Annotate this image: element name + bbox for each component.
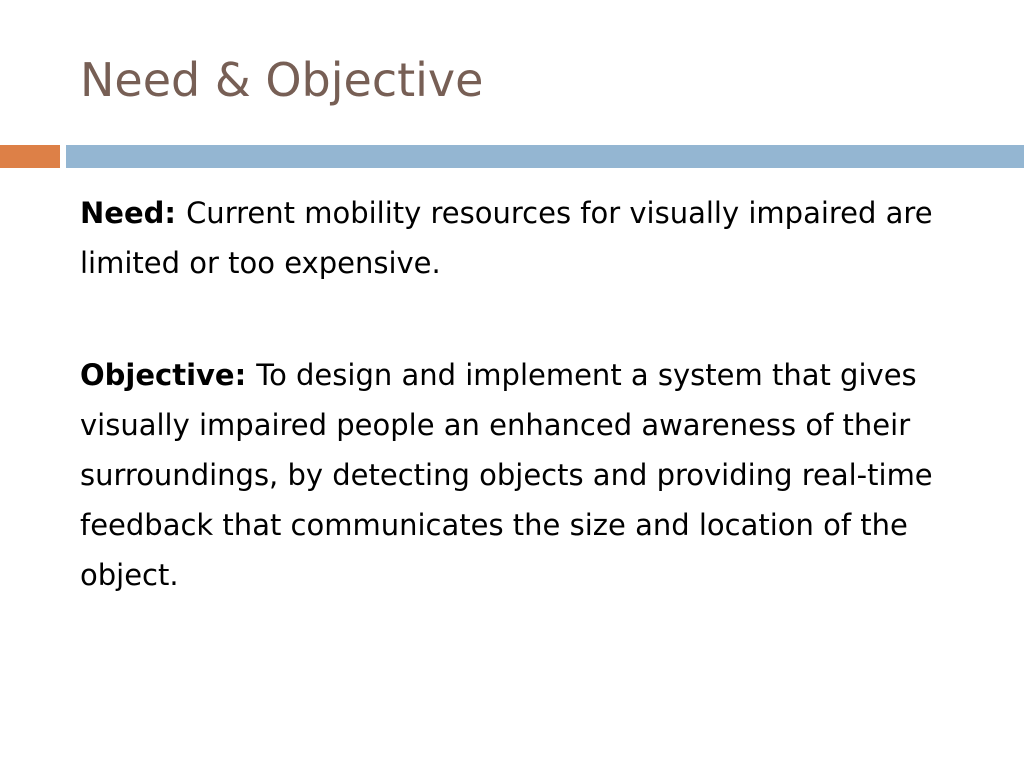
need-paragraph <box>80 188 985 288</box>
need-label: Need: <box>80 196 187 230</box>
need-text: Current mobility resources for visually impaired are limited or too expensive. <box>80 196 933 280</box>
accent-bar-orange <box>0 145 60 168</box>
slide-title: Need & Objective <box>80 53 484 107</box>
objective-label: Objective: <box>80 358 257 392</box>
objective-text: To design and implement a system that gives visually impaired people an enhanced awareness of their surroundings, by detecting objects and providing real-time feedback that communicates the size and location of the object. <box>80 358 933 592</box>
objective-paragraph <box>80 350 985 600</box>
slide-body <box>80 188 985 662</box>
accent-bar-blue <box>66 145 1024 168</box>
